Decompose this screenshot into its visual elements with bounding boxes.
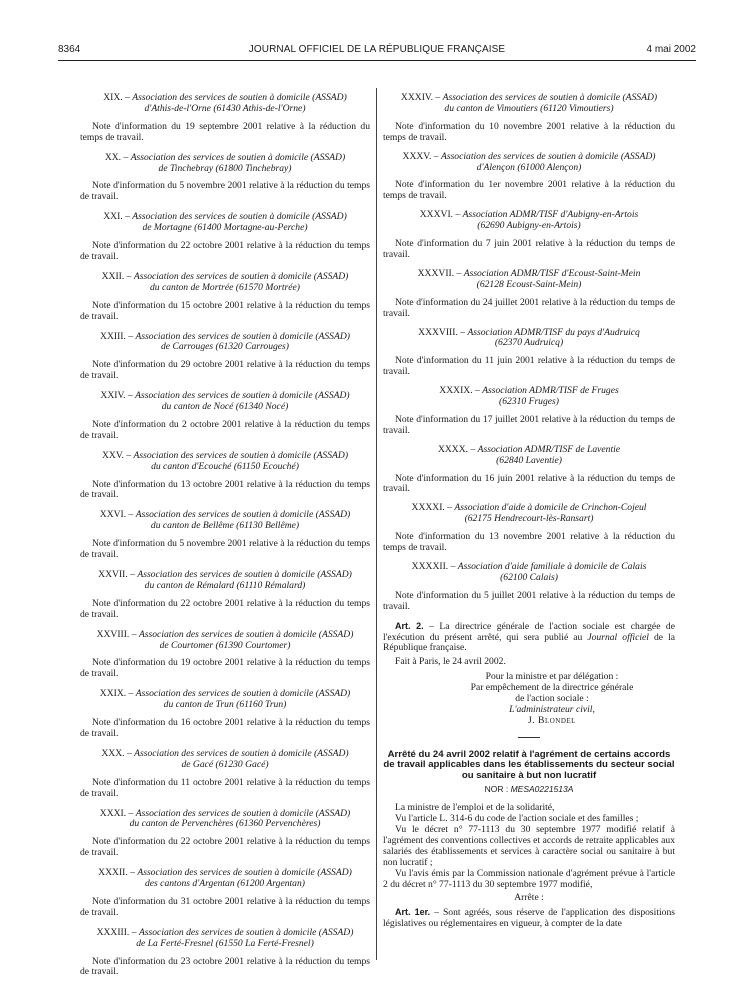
entry-note: Note d'information du 19 septembre 2001 relative à la réduction du temps de travail. [80,120,370,143]
entry-title-line-1: Association des services de soutien à domicile (ASSAD) [135,509,351,521]
entry-dash: – [126,509,136,521]
entry-title-line-2: (62175 Hendrecourt-lès-Ransart) [464,513,594,525]
article-1-text: – Sont agréés, sous réserve de l'application des dispositions législatives ou réglementaires en vigueur, à compter de la date [383,906,675,929]
column-divider [376,88,377,960]
entry-dash: – [125,330,136,342]
arrete-word: Arrête : [514,891,544,903]
entry-title [383,328,675,350]
entry-numeral: XIX. [103,92,123,103]
entry-numeral: XXXXII. [411,561,449,572]
entry-numeral: XXVII. [98,569,128,580]
entry-title [383,210,675,232]
entry-note: Note d'information du 22 octobre 2001 relative à la réduction du temps de travail. [80,597,370,620]
entry-title-line-1: Association des services de soutien à domicile (ASSAD) [135,688,351,700]
entry-dash: – [122,92,133,103]
entry-numeral: XXXX. [437,443,469,455]
entry-note: Note d'information du 10 novembre 2001 relative à la réduction du temps de travail. [383,120,675,143]
entry-title-line-1: Association des services de soutien à domicile (ASSAD) [132,211,347,223]
entry-title-line-2: de Tinchebray (61800 Tinchebray) [158,162,292,174]
decree-entry [80,749,370,800]
entry-dash: – [127,569,138,580]
entry-title-line-1: Association ADMR/TISF du pays d'Audruicq [467,326,640,338]
entry-dash: – [127,867,138,879]
decree-entry [80,451,370,502]
decree-entry [80,928,370,979]
arrete-paragraph-1: La ministre de l'emploi et de la solidarité, [395,802,555,814]
entry-note: Note d'information du 22 octobre 2001 relative à la réduction du temps de travail. [80,836,370,859]
signature-line-2: Par empêchement de la directrice générale [470,682,634,694]
entry-dash: – [124,747,135,759]
entry-title [383,269,675,291]
decree-entry [383,445,675,496]
page-number: 8364 [58,44,81,55]
arrete-paragraph-2: Vu l'article L. 314-6 du code de l'action sociale et des familles ; [395,813,639,825]
entry-numeral: XXXI. [99,807,127,819]
entry-numeral: XXVI. [99,509,127,521]
entry-numeral: XXIII. [100,330,126,342]
entry-title-line-1: Association des services de soutien à domicile (ASSAD) [440,150,656,162]
entry-title-line-1: Association ADMR/TISF de Fruges [482,385,619,397]
decree-entry [80,570,370,621]
entry-title-line-2: (62840 Laventie) [496,454,562,466]
signature-line-3: de l'action sociale : [515,693,589,705]
entry-dash: – [468,443,478,455]
entry-numeral: XXXIX. [439,385,473,397]
article-2-journal: Journal officiel [587,631,649,643]
entry-title-line-1: Association des services de soutien à domicile (ASSAD) [135,807,351,819]
entry-title-line-2: du canton de Pervenchères (61360 Pervenchères) [129,818,321,830]
entry-title-line-1: Association des services de soutien à domicile (ASSAD) [138,628,354,640]
entry-title-line-1: Association d'aide à domicile de Crinchon-Cojeul [454,502,647,514]
section-separator [518,737,540,738]
entry-numeral: XXXIV. [400,92,433,103]
entry-dash: – [448,561,458,572]
nor-code: MESA0221513A [510,783,574,794]
entry-note: Note d'information du 19 octobre 2001 relative à la réduction du temps de travail. [80,657,370,680]
decree-entry [383,562,675,613]
issue-date: 4 mai 2002 [646,44,696,55]
entry-title [383,93,675,115]
decree-entry [80,272,370,323]
entry-title-line-2: du canton de Bellême (61130 Bellême) [150,520,300,532]
signature-block [383,672,675,727]
signature-line-4: L'administrateur civil, [509,703,595,715]
arrete-paragraph-3: Vu le décret n° 77-1113 du 30 septembre 1977 modifié relatif à l'agrément des conventions collectives et accords de retraite applicables aux salariés des établissements et services à caractère social ou sanitaire à but non lucratif ; [383,824,675,868]
article-2 [383,621,675,655]
entry-numeral: XXV. [101,449,124,461]
right-entries [383,93,675,613]
entry-title-line-2: de Gacé (61230 Gacé) [181,758,269,770]
entry-title-line-1: Association des services de soutien à domicile (ASSAD) [442,92,658,103]
nor-label: NOR : [484,783,511,794]
right-column [383,93,675,929]
entry-numeral: XXXII. [98,867,128,879]
article-2-text-b: de la République française. [383,631,676,654]
entry-title [383,562,675,584]
entry-dash: – [431,150,441,162]
entry-note: Note d'information du 31 octobre 2001 relative à la réduction du temps de travail. [80,895,370,918]
entry-title [80,689,370,711]
decree-entry [383,93,675,144]
entry-title [80,570,370,592]
entry-dash: – [129,628,139,640]
entry-title-line-2: du canton de Nocé (61340 Nocé) [161,401,289,413]
entry-title-line-1: Association des services de soutien à domicile (ASSAD) [135,390,350,402]
article-1 [383,907,675,930]
entry-note: Note d'information du 5 novembre 2001 relative à la réduction du temps de travail. [80,180,370,203]
entry-title-line-2: d'Alençon (61000 Alençon) [476,161,582,173]
entry-title-line-1: Association des services de soutien à domicile (ASSAD) [133,270,349,282]
decree-entry [80,93,370,144]
entry-title-line-2: du canton de Vimoutiers (61120 Vimoutiers) [444,102,614,114]
entry-note: Note d'information du 22 octobre 2001 relative à la réduction du temps de travail. [80,240,370,262]
entry-dash: – [122,211,133,223]
entry-title [383,445,675,467]
entry-title-line-2: de Mortagne (61400 Mortagne-au-Perche) [142,222,308,234]
entry-note: Note d'information du 24 juillet 2001 relative à la réduction du temps de travail. [383,296,675,319]
entry-dash: – [125,390,136,402]
entry-note: Note d'information du 16 octobre 2001 relative à la réduction du temps de travail. [80,717,370,739]
entry-title [383,386,675,408]
entry-numeral: XXII. [101,270,125,282]
left-column [80,93,370,987]
entry-numeral: XXIX. [99,688,127,700]
article-2-text-a: – La directrice générale de l'action sociale est chargée de l'exécution du présent arrêté, qui sera publié au [383,620,675,643]
entry-title-line-2: (62310 Fruges) [499,396,559,408]
entry-note: Note d'information du 15 octobre 2001 relative à la réduction du temps de travail. [80,299,370,322]
entry-title-line-1: Association ADMR/TISF de Laventie [477,443,621,455]
entry-title-line-1: Association des services de soutien à domicile (ASSAD) [132,92,347,103]
entry-title [383,152,675,174]
entry-numeral: XXXVIII. [418,326,458,338]
entry-dash: – [472,385,483,397]
entry-note: Note d'information du 5 novembre 2001 relative à la réduction du temps de travail. [80,538,370,561]
decree-entry [80,212,370,263]
decree-entry [383,386,675,437]
entry-dash: – [433,92,443,103]
entry-dash: – [124,270,134,282]
entry-title-line-2: de La Ferté-Fresnel (61550 La Ferté-Fresnel) [136,937,314,949]
entry-numeral: XXXXI. [411,502,445,514]
decree-entry [383,328,675,379]
entry-numeral: XXXIII. [96,926,130,938]
entry-dash: – [453,209,463,221]
entry-title-line-1: Association des services de soutien à domicile (ASSAD) [137,867,352,879]
entry-title [383,503,675,525]
entry-dash: – [457,326,468,338]
entry-note: Note d'information du 29 octobre 2001 relative à la réduction du temps de travail. [80,359,370,382]
entry-title [80,451,370,473]
decree-entry [80,153,370,204]
entry-note: Note d'information du 2 octobre 2001 relative à la réduction du temps de travail. [80,418,370,441]
decree-entry [383,269,675,320]
entry-title-line-2: (62370 Audruicq) [494,337,564,349]
entry-numeral: XXXVII. [417,267,455,279]
entry-numeral: XX. [104,151,122,163]
entry-title [80,630,370,652]
decree-entry [80,391,370,442]
entry-numeral: XXVIII. [96,628,130,640]
decree-entry [80,630,370,681]
header-rule [58,60,696,61]
entry-title [80,749,370,771]
decree-entry [80,868,370,919]
entry-title-line-1: Association d'aide familiale à domicile de Calais [457,561,647,572]
decree-entry [80,332,370,383]
entry-title-line-2: du canton de Mortrée (61570 Mortrée) [149,281,300,293]
decree-entry [383,152,675,203]
article-2-label: Art. 2. [395,620,424,631]
entry-title-line-1: Association des services de soutien à domicile (ASSAD) [138,926,354,938]
signature-name: J. Blondel [528,714,576,726]
entry-title-line-1: Association des services de soutien à domicile (ASSAD) [133,449,349,461]
page-header [58,44,696,58]
entry-dash: – [126,688,136,700]
entry-title-line-2: du canton d'Ecouché (61150 Ecouché) [151,460,299,472]
entry-note: Note d'information du 7 juin 2001 relative à la réduction du temps de travail. [383,238,675,260]
decree-entry [383,210,675,261]
entry-title [80,332,370,354]
entry-dash: – [454,267,464,279]
entry-title-line-1: Association ADMR/TISF d'Ecoust-Saint-Mein [463,267,641,279]
entry-note: Note d'information du 17 juillet 2001 relative à la réduction du temps de travail. [383,413,675,436]
entry-dash: – [121,151,131,163]
entry-note: Note d'information du 23 octobre 2001 relative à la réduction du temps de travail. [80,955,370,978]
entry-title [80,272,370,294]
entry-title-line-1: Association des services de soutien à domicile (ASSAD) [134,747,349,759]
arrete-paragraph-4: Vu l'avis émis par la Commission nationale d'agrément prévue à l'article 2 du décret n° 77-1113 du 30 septembre 1977 modifié, [383,867,675,890]
entry-title-line-2: du canton de Trun (61160 Trun) [163,699,287,711]
fait-a-paris: Fait à Paris, le 24 avril 2002. [395,656,506,668]
entry-numeral: XXIV. [100,390,126,402]
entry-title-line-1: Association ADMR/TISF d'Aubigny-en-Artois [462,209,639,221]
journal-title: JOURNAL OFFICIEL DE LA RÉPUBLIQUE FRANÇAISE [248,44,506,55]
entry-numeral: XXX. [101,747,125,759]
decree-entry [80,809,370,860]
entry-title-line-2: (62100 Calais) [500,571,558,583]
entry-note: Note d'information du 11 juin 2001 relative à la réduction du temps de travail. [383,355,675,378]
entry-title-line-1: Association des services de soutien à domicile (ASSAD) [135,330,350,342]
arrete-title: Arrêté du 24 avril 2002 relatif à l'agrément de certains accords de travail applicables dans les établissements du secteur social ou sanitaire à but non lucratif [383,748,675,781]
decree-entry [383,503,675,554]
nor-reference [383,784,675,795]
entry-title-line-1: Association des services de soutien à domicile (ASSAD) [137,569,352,580]
entry-title [80,93,370,115]
entry-title-line-2: du canton de Rémalard (61110 Rémalard) [144,579,306,591]
entry-note: Note d'information du 1er novembre 2001 relative à la réduction du temps de travail. [383,179,675,202]
entry-title-line-2: des cantons d'Argentan (61200 Argentan) [145,878,305,890]
entry-numeral: XXI. [103,211,123,223]
entry-title [80,510,370,532]
entry-title-line-2: (62128 Ecoust-Saint-Mein) [476,278,582,290]
entry-note: Note d'information du 13 novembre 2001 relative à la réduction du temps de travail. [383,531,675,554]
entry-dash: – [129,926,139,938]
entry-title [80,809,370,831]
signature-line-1: Pour la ministre et par délégation : [485,671,619,683]
entry-note: Note d'information du 11 octobre 2001 relative à la réduction du temps de travail. [80,776,370,799]
entry-dash: – [123,449,134,461]
entry-title-line-2: de Carrouges (61320 Carrouges) [160,341,289,353]
entry-dash: – [126,807,136,819]
entry-note: Note d'information du 5 juillet 2001 relative à la réduction du temps de travail. [383,589,675,612]
entry-title [80,212,370,234]
article-1-label: Art. 1er. [395,906,431,917]
entry-dash: – [444,502,455,514]
decree-entry [80,689,370,740]
entry-numeral: XXXV. [402,150,432,162]
entry-title [80,868,370,890]
decree-entry [80,510,370,561]
entry-numeral: XXXVI. [419,209,454,221]
entry-title [80,391,370,413]
entry-note: Note d'information du 16 juin 2001 relative à la réduction du temps de travail. [383,472,675,495]
entry-title-line-2: de Courtomer (61390 Courtomer) [159,639,291,651]
entry-note: Note d'information du 13 octobre 2001 relative à la réduction du temps de travail. [80,478,370,501]
entry-title [80,928,370,950]
entry-title-line-2: d'Athis-de-l'Orne (61430 Athis-de-l'Orne) [144,102,306,114]
entry-title-line-1: Association des services de soutien à domicile (ASSAD) [130,151,346,163]
entry-title-line-2: (62690 Aubigny-en-Artois) [477,220,581,232]
entry-title [80,153,370,175]
